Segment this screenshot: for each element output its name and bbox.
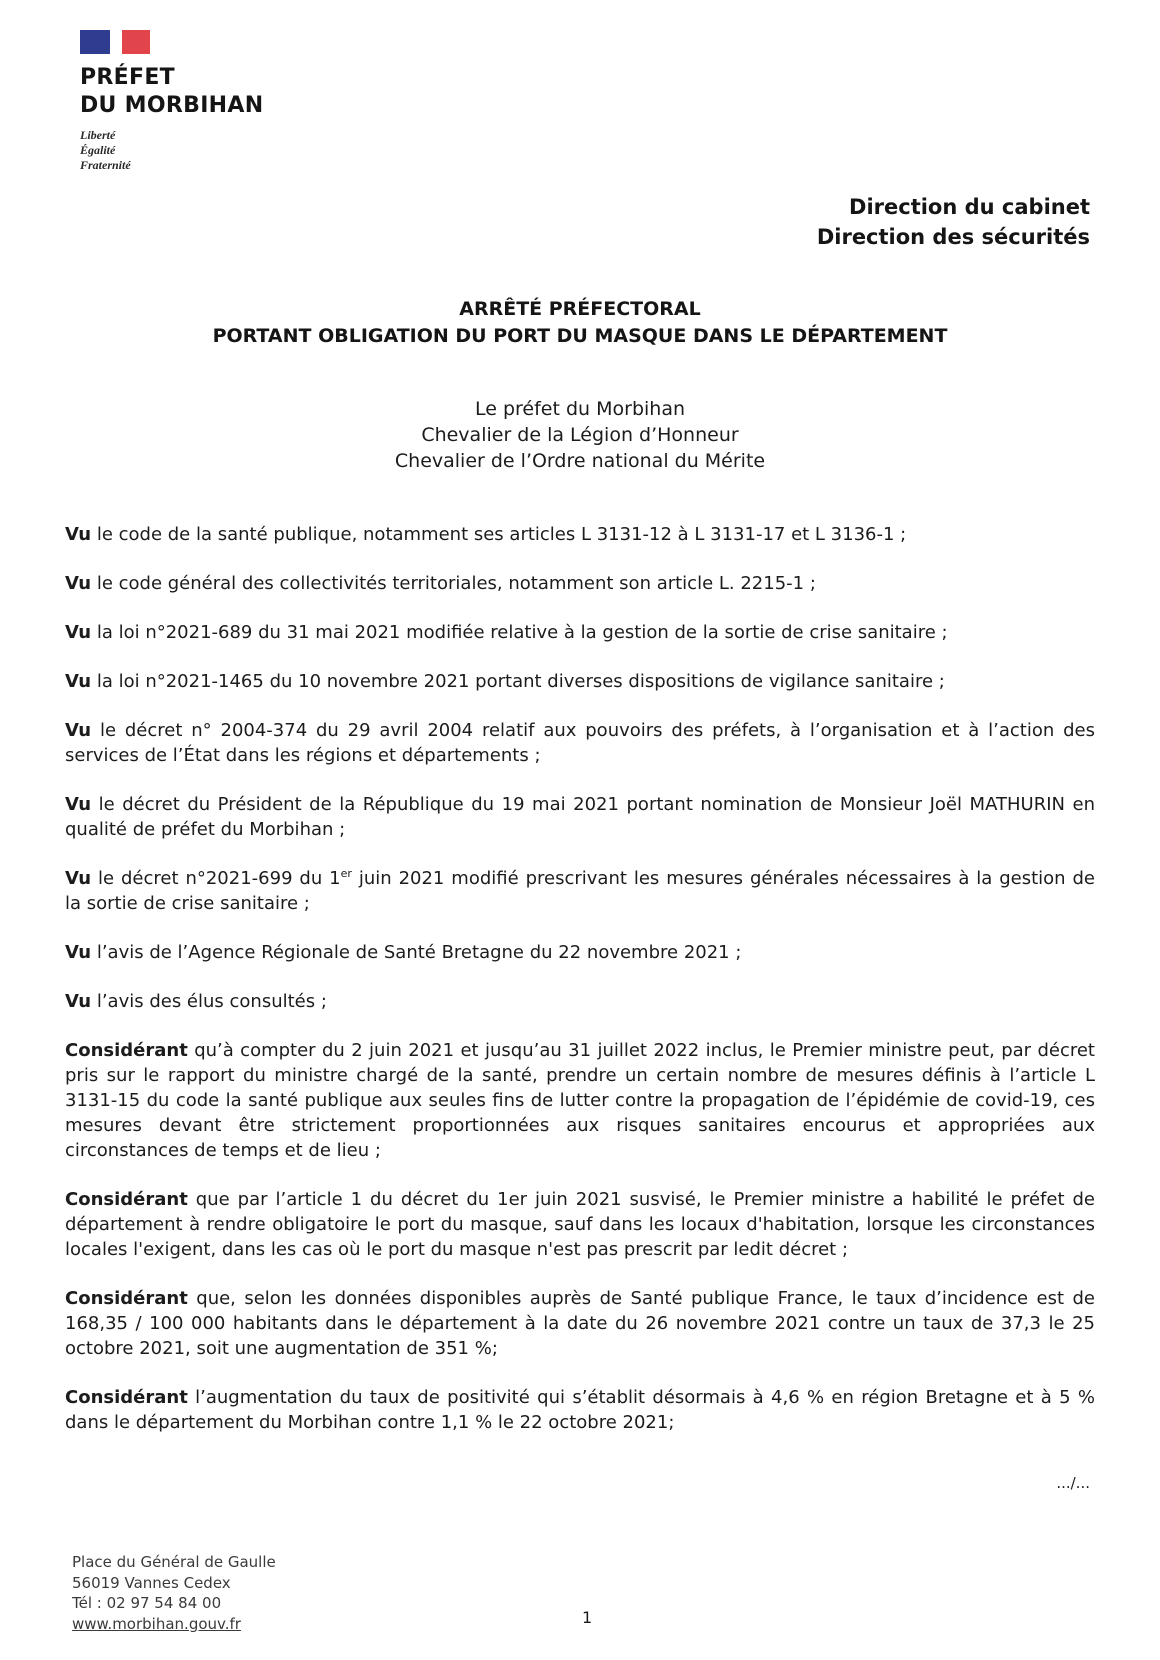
paragraph-text: le décret n°2021-699 du 1 (91, 868, 341, 889)
direction-cabinet: Direction du cabinet (849, 195, 1090, 219)
prefet-title-line1: PRÉFET (80, 65, 175, 90)
paragraph-text: qu’à compter du 2 juin 2021 et jusqu’au 31 juillet 2022 inclus, le Premier ministre peut, par décret pris sur le rapport du ministre chargé de la santé, prendre un certain nombre de mesures définis à l’article L 3131-15 du code la santé publique aux seules fins de lutter contre la propagation de l’épidémie de covid-19, ces mesures devant être strictement proportionnées aux risques sanitaires encourus et appropriées aux circonstances de temps et de lieu ; (65, 1040, 1095, 1161)
visa-paragraph (65, 571, 1095, 596)
considerant-paragraph (65, 1385, 1095, 1435)
flag-blue-band (80, 30, 110, 54)
identity-line2: Chevalier de la Légion d’Honneur (421, 424, 739, 446)
prefet-title-line2: DU MORBIHAN (80, 93, 264, 118)
paragraph-text: la loi n°2021-1465 du 10 novembre 2021 portant diverses dispositions de vigilance sanitaire ; (91, 671, 945, 692)
paragraph-lead: Vu (65, 573, 92, 594)
paragraph-lead: Vu (65, 942, 92, 963)
marianne-flag-icon (80, 30, 150, 54)
visa-paragraph (65, 866, 1095, 916)
paragraph-text: l’avis des élus consultés ; (91, 991, 327, 1012)
paragraph-lead: Considérant (65, 1189, 188, 1210)
motto-egalite: Égalité (80, 143, 116, 157)
paragraph-text: que par l’article 1 du décret du 1er juin 2021 susvisé, le Premier ministre a habilité le préfet de département à rendre obligatoire le port du masque, sauf dans les locaux d'habitation, lorsque les circonstances locales l'exigent, dans les cas où le port du masque n'est pas prescrit par ledit décret ; (65, 1189, 1095, 1260)
paragraph-lead: Considérant (65, 1040, 188, 1061)
paragraph-lead: Considérant (65, 1387, 188, 1408)
direction-block (817, 192, 1090, 252)
prefecture-logo (80, 30, 340, 173)
flag-red-band (122, 30, 150, 54)
paragraph-lead: Vu (65, 671, 92, 692)
direction-securites: Direction des sécurités (816, 225, 1090, 249)
paragraph-text: le code général des collectivités territoriales, notamment son article L. 2215-1 ; (91, 573, 816, 594)
superscript-er: er (340, 867, 352, 880)
paragraph-text: que, selon les données disponibles auprès de Santé publique France, le taux d’incidence est de 168,35 / 100 000 habitants dans le département à la date du 26 novembre 2021 contre un taux de 37,3 le 25 octobre 2021, soit une augmentation de 351 %; (65, 1288, 1095, 1359)
identity-line3: Chevalier de l’Ordre national du Mérite (394, 450, 766, 472)
motto-liberte: Liberté (80, 128, 116, 142)
paragraph-text: le décret n° 2004-374 du 29 avril 2004 relatif aux pouvoirs des préfets, à l’organisation et à l’action des services de l’État dans les régions et départements ; (65, 720, 1095, 766)
considerant-paragraph (65, 1038, 1095, 1163)
document-title (0, 296, 1160, 350)
visa-paragraph (65, 940, 1095, 965)
document-title-line1: ARRÊTÉ PRÉFECTORAL (459, 298, 701, 320)
visa-paragraph (65, 989, 1095, 1014)
visa-paragraph (65, 669, 1095, 694)
paragraph-lead: Considérant (65, 1288, 188, 1309)
footer-address (72, 1552, 276, 1634)
considerant-paragraph (65, 1286, 1095, 1361)
paragraph-lead: Vu (65, 991, 92, 1012)
paragraph-text: le décret du Président de la République du 19 mai 2021 portant nomination de Monsieur Joël MATHURIN en qualité de préfet du Morbihan ; (65, 794, 1095, 840)
considerant-paragraph (65, 1187, 1095, 1262)
paragraph-text: la loi n°2021-689 du 31 mai 2021 modifiée relative à la gestion de la sortie de crise sanitaire ; (91, 622, 948, 643)
paragraph-lead: Vu (65, 794, 92, 815)
address-line1: Place du Général de Gaulle (72, 1553, 276, 1571)
visa-paragraph (65, 522, 1095, 547)
paragraph-text: le code de la santé publique, notamment ses articles L 3131-12 à L 3131-17 et L 3136-1 ; (91, 524, 907, 545)
paragraph-lead: Vu (65, 720, 92, 741)
continuation-marker: .../... (1056, 1474, 1090, 1492)
visa-paragraph (65, 718, 1095, 768)
paragraph-lead: Vu (65, 622, 92, 643)
paragraph-text: l’avis de l’Agence Régionale de Santé Bretagne du 22 novembre 2021 ; (91, 942, 742, 963)
paragraph-text: l’augmentation du taux de positivité qui s’établit désormais à 4,6 % en région Bretagne et à 5 % dans le département du Morbihan contre 1,1 % le 22 octobre 2021; (65, 1387, 1095, 1433)
identity-line1: Le préfet du Morbihan (474, 398, 686, 420)
document-body (65, 522, 1095, 1459)
prefet-identity (0, 396, 1160, 474)
republic-motto (80, 128, 340, 173)
phone-number: Tél : 02 97 54 84 00 (72, 1594, 222, 1612)
visa-paragraph (65, 620, 1095, 645)
motto-fraternite: Fraternité (80, 158, 131, 172)
page-number: 1 (582, 1608, 593, 1627)
document-title-line2: PORTANT OBLIGATION DU PORT DU MASQUE DANS LE DÉPARTEMENT (212, 325, 948, 347)
paragraph-text-continued: juin 2021 modifié prescrivant les mesures générales nécessaires à la gestion de la sortie de crise sanitaire ; (65, 868, 1095, 914)
prefet-title (80, 64, 340, 120)
paragraph-lead: Vu (65, 868, 92, 889)
address-line2: 56019 Vannes Cedex (72, 1573, 231, 1592)
website-link[interactable]: www.morbihan.gouv.fr (72, 1614, 241, 1633)
paragraph-lead: Vu (65, 524, 92, 545)
visa-paragraph (65, 792, 1095, 842)
flag-white-band (110, 30, 122, 54)
